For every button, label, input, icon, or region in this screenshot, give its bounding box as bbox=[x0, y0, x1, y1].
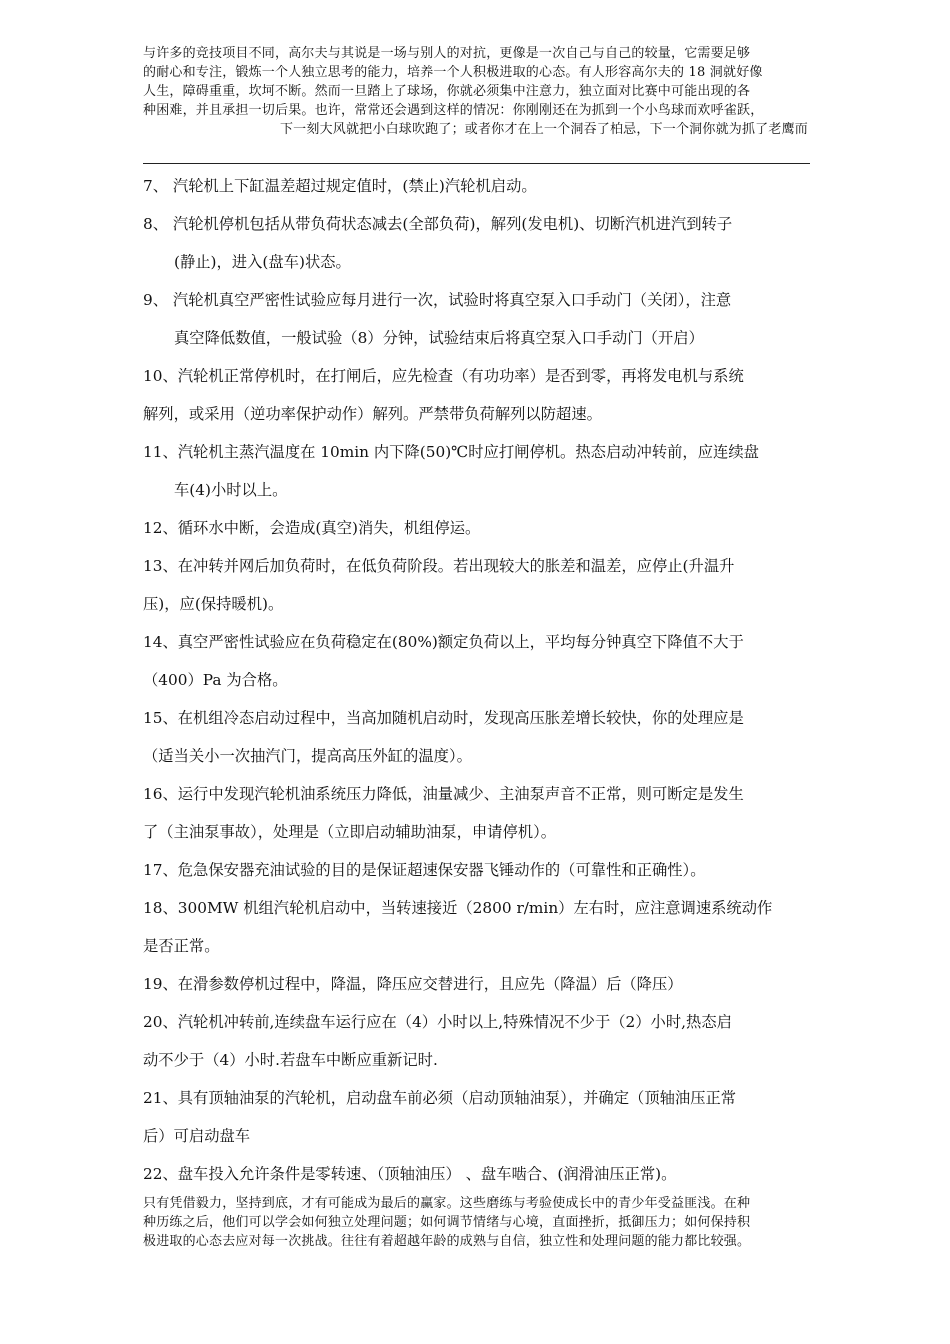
item-text: 8、 汽轮机停机包括从带负荷状态减去(全部负荷)，解列(发电机)、切断汽机进汽到转子 bbox=[143, 215, 733, 233]
footer-paragraph bbox=[143, 1194, 803, 1251]
footer-line: 种历练之后，他们可以学会如何独立处理问题；如何调节情绪与心境，直面挫折，抵御压力；如何保持积 bbox=[143, 1215, 751, 1230]
item-continuation: (静止)，进入(盘车)状态。 bbox=[174, 253, 351, 271]
item-continuation: 后）可启动盘车 bbox=[143, 1127, 251, 1145]
item-continuation: 解列，或采用（逆功率保护动作）解列。严禁带负荷解列以防超速。 bbox=[143, 405, 602, 423]
header-divider bbox=[143, 163, 810, 164]
item-continuation: （适当关小一次抽汽门，提高高压外缸的温度）。 bbox=[143, 747, 472, 765]
question-list bbox=[143, 167, 803, 1193]
item-continuation: 真空降低数值，一般试验（8）分钟，试验结束后将真空泵入口手动门（开启） bbox=[174, 329, 704, 347]
item-text: 18、300MW 机组汽轮机启动中，当转速接近（2800 r/min）左右时，应注意调速系统动作 bbox=[143, 899, 773, 917]
list-item-20 bbox=[143, 1003, 803, 1079]
item-continuation: 是否正常。 bbox=[143, 937, 220, 955]
item-text: 17、危急保安器充油试验的目的是保证超速保安器飞锤动作的（可靠性和正确性）。 bbox=[143, 861, 706, 879]
item-continuation: 了（主油泵事故），处理是（立即启动辅助油泵，申请停机）。 bbox=[143, 823, 557, 841]
item-text: 7、 汽轮机上下缸温差超过规定值时，(禁止)汽轮机启动。 bbox=[143, 177, 537, 195]
list-item-11 bbox=[143, 433, 803, 509]
item-text: 9、 汽轮机真空严密性试验应每月进行一次，试验时将真空泵入口手动门（关闭），注意 bbox=[143, 291, 732, 309]
header-line: 人生，障碍重重，坎坷不断。然而一旦踏上了球场，你就必须集中注意力，独立面对比赛中可能出现的各 bbox=[143, 84, 751, 99]
list-item-13 bbox=[143, 547, 803, 623]
list-item-22 bbox=[143, 1155, 803, 1193]
list-item-21 bbox=[143, 1079, 803, 1155]
item-text: 11、汽轮机主蒸汽温度在 10min 内下降(50)℃时应打闸停机。热态启动冲转前，应连续盘 bbox=[143, 443, 759, 461]
item-text: 19、在滑参数停机过程中，降温，降压应交替进行，且应先（降温）后（降压） bbox=[143, 975, 683, 993]
header-line: 与许多的竞技项目不同，高尔夫与其说是一场与别人的对抗，更像是一次自己与自己的较量，它需要足够 bbox=[143, 46, 751, 61]
list-item-7 bbox=[143, 167, 803, 205]
list-item-10 bbox=[143, 357, 803, 433]
list-item-18 bbox=[143, 889, 803, 965]
list-item-8 bbox=[143, 205, 803, 281]
list-item-12 bbox=[143, 509, 803, 547]
item-continuation: 动不少于（4）小时.若盘车中断应重新记时. bbox=[143, 1051, 438, 1069]
item-text: 10、汽轮机正常停机时，在打闸后，应先检查（有功功率）是否到零，再将发电机与系统 bbox=[143, 367, 744, 385]
item-continuation: 车(4)小时以上。 bbox=[174, 481, 288, 499]
item-text: 13、在冲转并网后加负荷时，在低负荷阶段。若出现较大的胀差和温差，应停止(升温升 bbox=[143, 557, 735, 575]
list-item-16 bbox=[143, 775, 803, 851]
item-continuation: （400）Pa 为合格。 bbox=[143, 671, 288, 689]
header-line: 的耐心和专注，锻炼一个人独立思考的能力，培养一个人积极进取的心态。有人形容高尔夫的 18 洞就好像 bbox=[143, 65, 763, 80]
list-item-19 bbox=[143, 965, 803, 1003]
item-text: 21、具有顶轴油泵的汽轮机，启动盘车前必须（启动顶轴油泵），并确定（顶轴油压正常 bbox=[143, 1089, 737, 1107]
item-text: 15、在机组冷态启动过程中，当高加随机启动时，发现高压胀差增长较快，你的处理应是 bbox=[143, 709, 744, 727]
footer-line: 极进取的心态去应对每一次挑战。往往有着超越年龄的成熟与自信，独立性和处理问题的能力都比较强。 bbox=[143, 1234, 751, 1249]
list-item-15 bbox=[143, 699, 803, 775]
item-text: 20、汽轮机冲转前,连续盘车运行应在（4）小时以上,特殊情况不少于（2）小时,热态启 bbox=[143, 1013, 732, 1031]
list-item-17 bbox=[143, 851, 803, 889]
item-text: 22、盘车投入允许条件是零转速、（顶轴油压） 、盘车啮合、(润滑油压正常)。 bbox=[143, 1165, 677, 1183]
item-continuation: 压)，应(保持暖机)。 bbox=[143, 595, 284, 613]
item-text: 12、循环水中断，会造成(真空)消失，机组停运。 bbox=[143, 519, 481, 537]
header-paragraph bbox=[143, 44, 810, 139]
item-text: 14、真空严密性试验应在负荷稳定在(80%)额定负荷以上，平均每分钟真空下降值不大于 bbox=[143, 633, 744, 651]
list-item-9 bbox=[143, 281, 803, 357]
list-item-14 bbox=[143, 623, 803, 699]
header-line: 种困难，并且承担一切后果。也许，常常还会遇到这样的情况：你刚刚还在为抓到一个小鸟球而欢呼雀跃， bbox=[143, 103, 764, 118]
header-line: 下一刻大风就把小白球吹跑了；或者你才在上一个洞吞了柏忌，下一个洞你就为抓了老鹰而 bbox=[279, 122, 808, 137]
footer-line: 只有凭借毅力，坚持到底，才有可能成为最后的赢家。这些磨练与考验使成长中的青少年受益匪浅。在种 bbox=[143, 1196, 751, 1211]
item-text: 16、运行中发现汽轮机油系统压力降低，油量减少、主油泵声音不正常，则可断定是发生 bbox=[143, 785, 744, 803]
